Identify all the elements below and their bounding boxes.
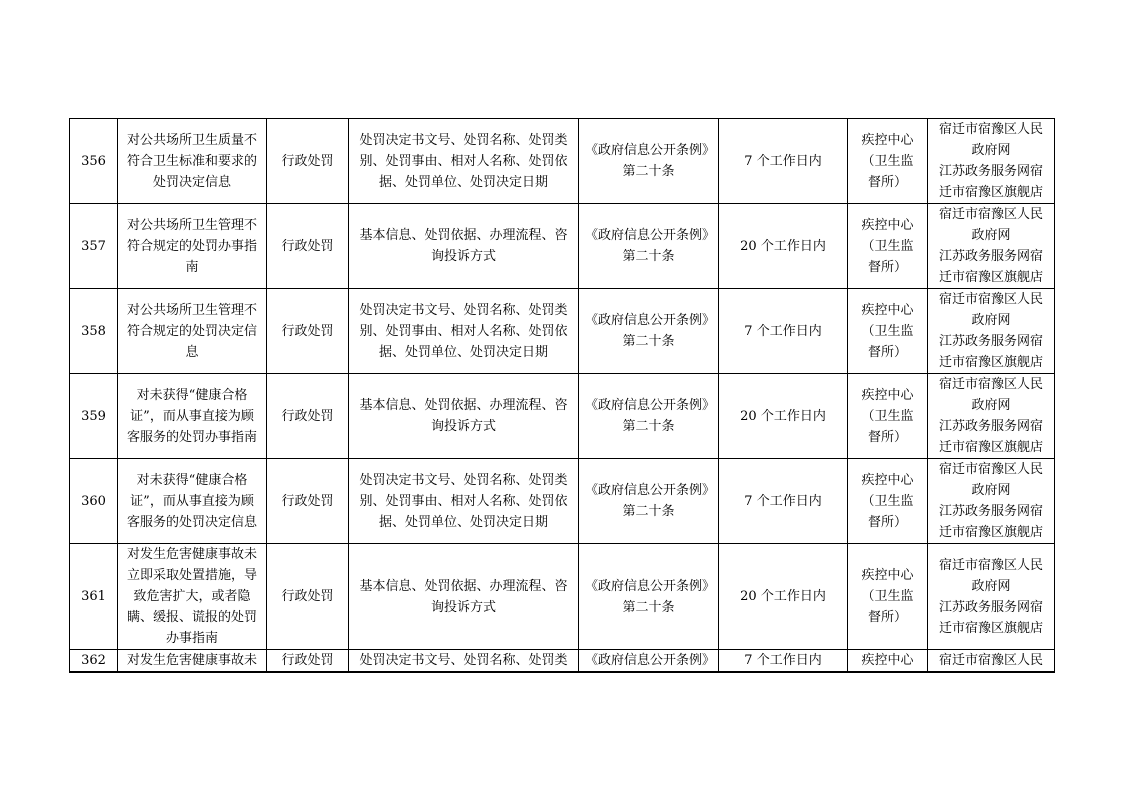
channel-line: 宿迁市宿豫区人民 — [938, 377, 1043, 392]
unit-line: 疾控中心 — [861, 472, 914, 488]
table-row — [70, 459, 1055, 544]
basis-line: 第二十条 — [622, 599, 675, 615]
content-cell: 处罚决定书文号、处罚名称、处罚类别、处罚事由、相对人名称、处罚依据、处罚单位、处罚决定日期 — [349, 119, 579, 204]
time-limit-cell: 7 个工作日内 — [719, 650, 848, 673]
unit-line: 督所） — [867, 514, 907, 530]
unit-line: 督所） — [867, 344, 907, 360]
time-limit-cell: 7 个工作日内 — [719, 459, 848, 544]
basis-line: 第二十条 — [622, 419, 675, 434]
category-cell: 行政处罚 — [267, 204, 349, 289]
subject-cell: 对公共场所卫生管理不符合规定的处罚决定信息 — [118, 289, 267, 374]
channel-line: 宿迁市宿豫区人民 — [938, 207, 1043, 222]
channel-cell — [928, 204, 1055, 289]
table-row — [70, 544, 1055, 650]
responsible-unit-cell — [848, 459, 928, 544]
channel-cell — [928, 374, 1055, 459]
responsible-unit-cell: 疾控中心 — [848, 650, 928, 673]
time-limit-cell: 20 个工作日内 — [719, 544, 848, 650]
unit-line: （卫生监 — [861, 153, 914, 169]
channel-line: 迁市宿豫区旗舰店 — [938, 185, 1043, 200]
row-number: 362 — [70, 650, 118, 673]
row-number: 360 — [70, 459, 118, 544]
content-cell: 基本信息、处罚依据、办理流程、咨询投诉方式 — [349, 204, 579, 289]
row-number: 359 — [70, 374, 118, 459]
channel-line: 政府网 — [971, 143, 1011, 158]
channel-line: 政府网 — [971, 313, 1011, 328]
category-cell: 行政处罚 — [267, 544, 349, 650]
basis-line: 《政府信息公开条例》 — [585, 143, 716, 158]
subject-cell: 对公共场所卫生管理不符合规定的处罚办事指南 — [118, 204, 267, 289]
channel-line: 政府网 — [971, 578, 1011, 594]
basis-line: 第二十条 — [622, 164, 675, 179]
unit-line: 疾控中心 — [861, 302, 914, 318]
unit-line: （卫生监 — [861, 408, 914, 424]
basis-line: 《政府信息公开条例》 — [585, 483, 716, 498]
content-cell: 基本信息、处罚依据、办理流程、咨询投诉方式 — [349, 544, 579, 650]
time-limit-cell: 7 个工作日内 — [719, 289, 848, 374]
table-row — [70, 289, 1055, 374]
table-row — [70, 374, 1055, 459]
channel-line: 江苏政务服务网宿 — [938, 504, 1043, 519]
category-cell: 行政处罚 — [267, 119, 349, 204]
channel-line: 宿迁市宿豫区人民 — [938, 462, 1043, 477]
table-row — [70, 119, 1055, 204]
basis-line: 《政府信息公开条例》 — [585, 578, 716, 594]
unit-line: 督所） — [867, 259, 907, 275]
unit-line: 疾控中心 — [861, 217, 914, 233]
channel-line: 迁市宿豫区旗舰店 — [938, 525, 1043, 540]
subject-cell: 对发生危害健康事故未立即采取处置措施，导致危害扩大，或者隐瞒、缓报、谎报的处罚办事指南 — [118, 544, 267, 650]
time-limit-cell: 7 个工作日内 — [719, 119, 848, 204]
channel-line: 迁市宿豫区旗舰店 — [938, 355, 1043, 370]
channel-cell: 宿迁市宿豫区人民 — [928, 650, 1055, 673]
channel-line: 迁市宿豫区旗舰店 — [938, 440, 1043, 455]
unit-line: 督所） — [867, 610, 907, 625]
unit-line: 督所） — [867, 174, 907, 190]
category-cell: 行政处罚 — [267, 374, 349, 459]
basis-line: 《政府信息公开条例》 — [585, 313, 716, 328]
channel-line: 迁市宿豫区旗舰店 — [938, 270, 1043, 285]
subject-cell: 对公共场所卫生质量不符合卫生标准和要求的处罚决定信息 — [118, 119, 267, 204]
unit-line: （卫生监 — [861, 589, 914, 604]
channel-line: 迁市宿豫区旗舰店 — [938, 620, 1043, 636]
basis-line: 第二十条 — [622, 249, 675, 264]
subject-cell: 对未获得“健康合格证”，而从事直接为顾客服务的处罚决定信息 — [118, 459, 267, 544]
channel-line: 江苏政务服务网宿 — [938, 249, 1043, 264]
category-cell: 行政处罚 — [267, 459, 349, 544]
time-limit-cell: 20 个工作日内 — [719, 374, 848, 459]
channel-line: 宿迁市宿豫区人民 — [938, 292, 1043, 307]
basis-line: 《政府信息公开条例》 — [585, 398, 716, 413]
unit-line: 疾控中心 — [861, 568, 914, 583]
table-row — [70, 204, 1055, 289]
row-number: 357 — [70, 204, 118, 289]
channel-line: 江苏政务服务网宿 — [938, 419, 1043, 434]
disclosure-table — [69, 118, 1055, 673]
row-number: 361 — [70, 544, 118, 650]
row-number: 358 — [70, 289, 118, 374]
channel-cell — [928, 119, 1055, 204]
channel-line: 江苏政务服务网宿 — [938, 334, 1043, 349]
unit-line: 疾控中心 — [861, 132, 914, 148]
content-cell: 处罚决定书文号、处罚名称、处罚类别、处罚事由、相对人名称、处罚依据、处罚单位、处罚决定日期 — [349, 289, 579, 374]
channel-cell — [928, 544, 1055, 650]
basis-cell — [579, 289, 719, 374]
unit-line: （卫生监 — [861, 323, 914, 339]
content-cell: 基本信息、处罚依据、办理流程、咨询投诉方式 — [349, 374, 579, 459]
basis-cell — [579, 204, 719, 289]
unit-line: 疾控中心 — [861, 387, 914, 403]
responsible-unit-cell — [848, 204, 928, 289]
unit-line: 督所） — [867, 429, 907, 445]
time-limit-cell: 20 个工作日内 — [719, 204, 848, 289]
channel-line: 江苏政务服务网宿 — [938, 599, 1043, 615]
responsible-unit-cell — [848, 374, 928, 459]
content-cell: 处罚决定书文号、处罚名称、处罚类别、处罚事由、相对人名称、处罚依据、处罚单位、处罚决定日期 — [349, 459, 579, 544]
basis-cell — [579, 459, 719, 544]
category-cell: 行政处罚 — [267, 650, 349, 673]
basis-line: 《政府信息公开条例》 — [585, 228, 716, 243]
unit-line: （卫生监 — [861, 238, 914, 254]
subject-cell: 对未获得“健康合格证”，而从事直接为顾客服务的处罚办事指南 — [118, 374, 267, 459]
table-row — [70, 650, 1055, 673]
channel-line: 江苏政务服务网宿 — [938, 164, 1043, 179]
responsible-unit-cell — [848, 289, 928, 374]
basis-cell — [579, 374, 719, 459]
channel-cell — [928, 459, 1055, 544]
basis-line: 第二十条 — [622, 334, 675, 349]
content-cell: 处罚决定书文号、处罚名称、处罚类 — [349, 650, 579, 673]
row-number: 356 — [70, 119, 118, 204]
channel-line: 政府网 — [971, 228, 1011, 243]
basis-cell — [579, 119, 719, 204]
basis-cell — [579, 544, 719, 650]
category-cell: 行政处罚 — [267, 289, 349, 374]
basis-line: 第二十条 — [622, 504, 675, 519]
channel-cell — [928, 289, 1055, 374]
responsible-unit-cell — [848, 544, 928, 650]
basis-cell: 《政府信息公开条例》 — [579, 650, 719, 673]
channel-line: 宿迁市宿豫区人民 — [938, 557, 1043, 573]
channel-line: 宿迁市宿豫区人民 — [938, 122, 1043, 137]
unit-line: （卫生监 — [861, 493, 914, 509]
channel-line: 政府网 — [971, 483, 1011, 498]
subject-cell: 对发生危害健康事故未 — [118, 650, 267, 673]
responsible-unit-cell — [848, 119, 928, 204]
channel-line: 政府网 — [971, 398, 1011, 413]
